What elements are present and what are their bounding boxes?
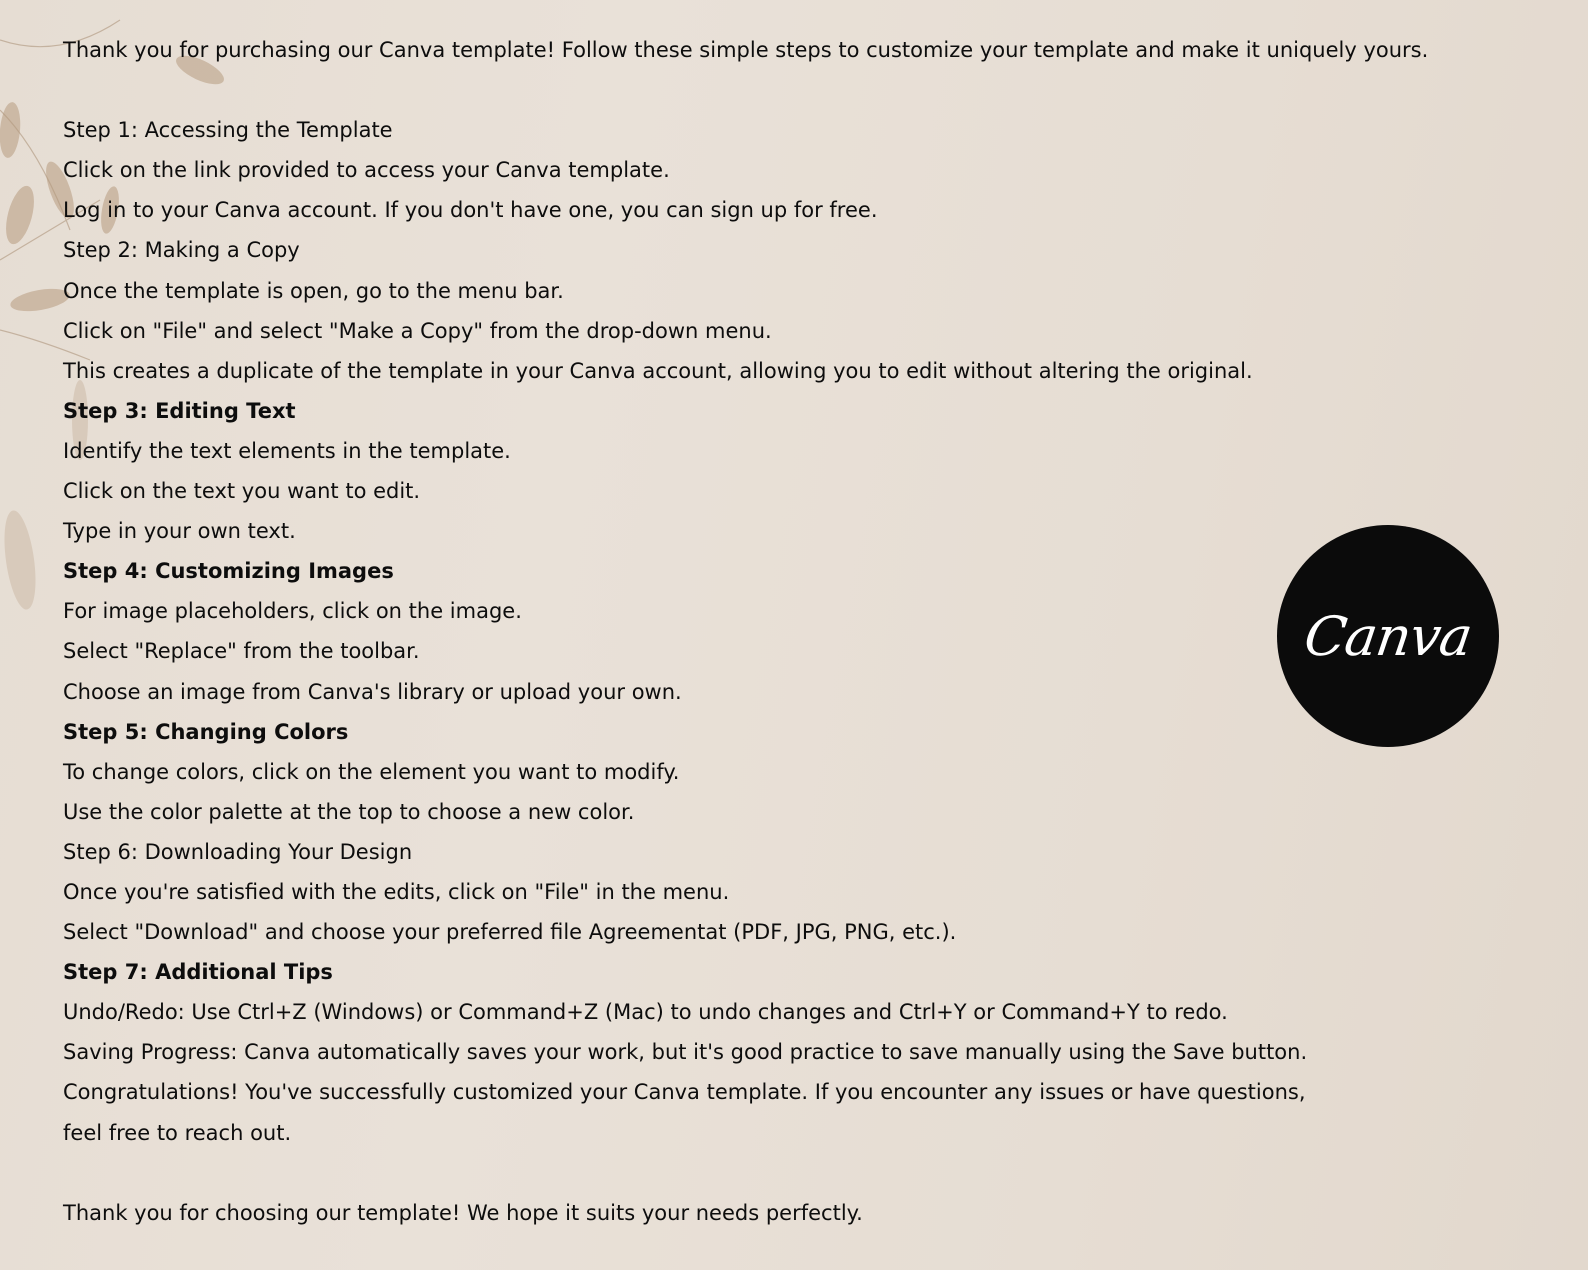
step-3-title: Step 3: Editing Text: [63, 398, 296, 423]
step-1-line: Log in to your Canva account. If you don't have one, you can sign up for free.: [63, 198, 878, 223]
step-5-title: Step 5: Changing Colors: [63, 719, 349, 744]
step-6-line: Once you're satisfied with the edits, click on "File" in the menu.: [63, 879, 730, 904]
spacer: [63, 1153, 1563, 1193]
step-3-line: Click on the text you want to edit.: [63, 479, 421, 504]
step-5-line: Use the color palette at the top to choose a new color.: [63, 799, 635, 824]
step-7-line: feel free to reach out.: [63, 1120, 292, 1145]
step-3-line: Type in your own text.: [63, 519, 296, 544]
step-4-line: Choose an image from Canva's library or upload your own.: [63, 679, 682, 704]
step-2-line: Click on "File" and select "Make a Copy" from the drop-down menu.: [63, 318, 772, 343]
step-2-line: This creates a duplicate of the template in your Canva account, allowing you to edit without altering the original.: [63, 358, 1253, 383]
spacer: [63, 70, 1563, 110]
step-4-line: For image placeholders, click on the image.: [63, 599, 522, 624]
step-1-line: Click on the link provided to access your Canva template.: [63, 158, 670, 183]
step-7-line: Congratulations! You've successfully customized your Canva template. If you encounter any issues or have questions,: [63, 1080, 1306, 1105]
step-5-line: To change colors, click on the element you want to modify.: [63, 759, 680, 784]
step-7-title: Step 7: Additional Tips: [63, 960, 333, 985]
step-4-title: Step 4: Customizing Images: [63, 559, 394, 584]
step-4-line: Select "Replace" from the toolbar.: [63, 639, 420, 664]
closing-text: Thank you for choosing our template! We hope it suits your needs perfectly.: [63, 1200, 863, 1225]
step-2-line: Once the template is open, go to the menu bar.: [63, 278, 564, 303]
step-1-title: Step 1: Accessing the Template: [63, 118, 393, 143]
canva-logo-text: Canva: [1300, 604, 1476, 668]
step-2-title: Step 2: Making a Copy: [63, 238, 300, 263]
intro-text: Thank you for purchasing our Canva template! Follow these simple steps to customize your template and make it uniquely yours.: [63, 38, 1429, 62]
canva-logo: [1277, 525, 1499, 747]
step-3-line: Identify the text elements in the template.: [63, 438, 511, 463]
step-7-line: Undo/Redo: Use Ctrl+Z (Windows) or Command+Z (Mac) to undo changes and Ctrl+Y or Command+Y to redo.: [63, 1000, 1228, 1025]
step-6-line: Select "Download" and choose your preferred file Agreementat (PDF, JPG, PNG, etc.).: [63, 920, 957, 945]
step-7-line: Saving Progress: Canva automatically saves your work, but it's good practice to save manually using the Save button.: [63, 1040, 1308, 1065]
step-6-title: Step 6: Downloading Your Design: [63, 839, 413, 864]
